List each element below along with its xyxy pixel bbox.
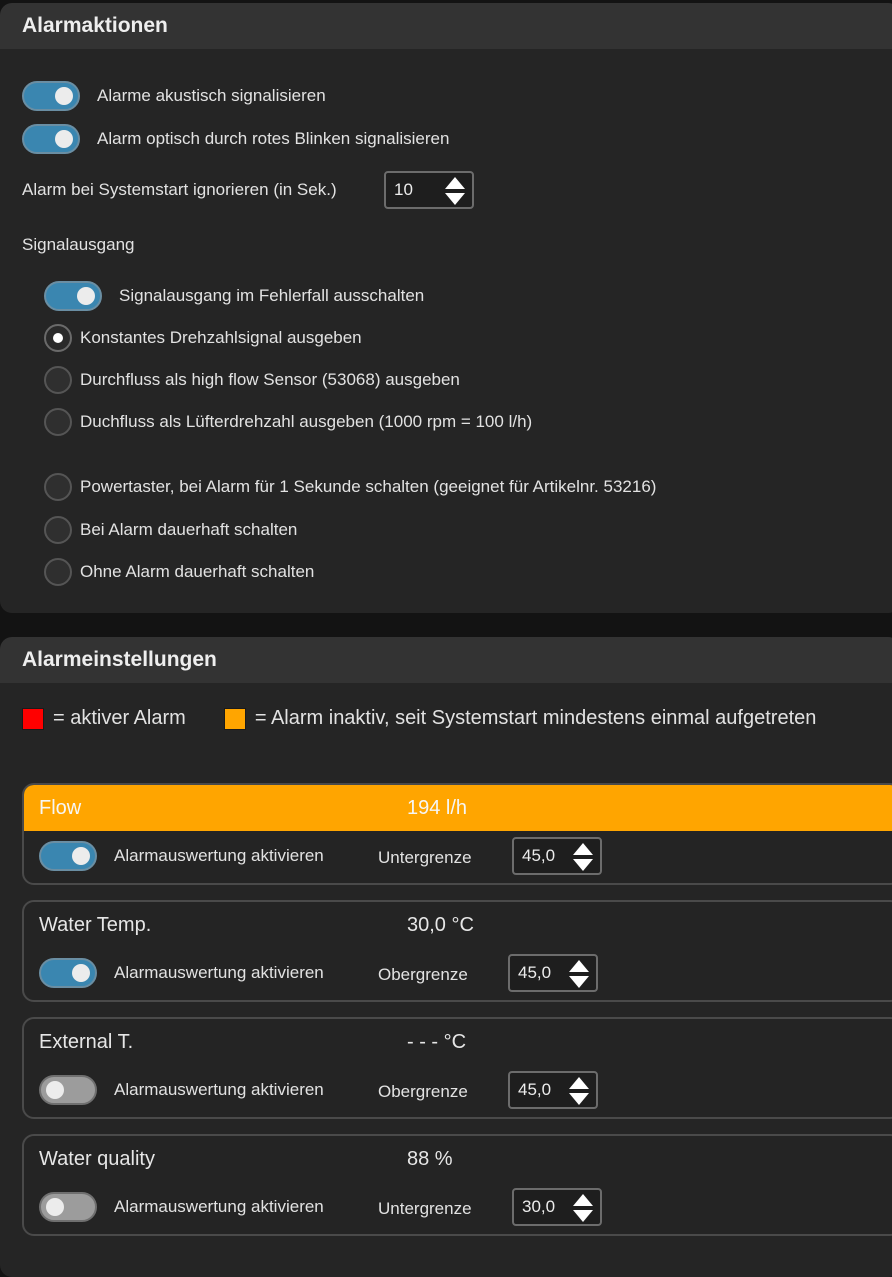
toggle-knob: [72, 964, 90, 982]
signal-mode-option[interactable]: [44, 324, 362, 352]
spin-down-icon[interactable]: [445, 193, 465, 205]
spinbox-value: 45,0: [522, 846, 556, 865]
limit-spinbox[interactable]: [508, 954, 598, 992]
alarm-eval-row: [39, 1192, 324, 1222]
acoustic-alarm-toggle[interactable]: [22, 81, 80, 111]
legend-inactive-label: = Alarm inaktiv, seit Systemstart mindestens einmal aufgetreten: [254, 707, 817, 729]
alarm-card-header: [24, 1019, 892, 1065]
signal-mode-radio[interactable]: [44, 473, 72, 501]
optical-alarm-row: [22, 124, 449, 154]
toggle-knob: [46, 1081, 64, 1099]
signal-mode-label: Konstantes Drehzahlsignal ausgeben: [80, 328, 362, 347]
toggle-knob: [77, 287, 95, 305]
alarm-card-header: [24, 785, 892, 831]
signal-mode-label: Powertaster, bei Alarm für 1 Sekunde schalten (geeignet für Artikelnr. 53216): [80, 477, 657, 496]
signal-off-row: [44, 281, 424, 311]
limit-label: Untergrenze: [378, 1199, 472, 1218]
alarm-eval-toggle[interactable]: [39, 841, 97, 871]
alarm-card: [22, 1134, 892, 1236]
toggle-knob: [55, 130, 73, 148]
acoustic-alarm-row: [22, 81, 326, 111]
spinbox-arrows: [572, 842, 594, 872]
alarm-eval-label: Alarmauswertung aktivieren: [114, 846, 324, 865]
signal-off-toggle[interactable]: [44, 281, 102, 311]
spin-down-icon[interactable]: [573, 859, 593, 871]
signal-mode-option[interactable]: [44, 473, 656, 501]
limit-spinbox[interactable]: [512, 837, 602, 875]
sensor-name: Water Temp.: [39, 913, 152, 936]
signal-mode-radio[interactable]: [44, 558, 72, 586]
optical-alarm-toggle[interactable]: [22, 124, 80, 154]
limit-spinbox[interactable]: [512, 1188, 602, 1226]
sensor-value: 88 %: [407, 1147, 453, 1170]
sensor-name: Flow: [39, 796, 82, 819]
spinbox-arrows: [568, 959, 590, 989]
signal-mode-radio[interactable]: [44, 366, 72, 394]
sensor-name: External T.: [39, 1030, 134, 1053]
sensor-value: 194 l/h: [407, 796, 468, 819]
limit-spinbox[interactable]: [508, 1071, 598, 1109]
spin-up-icon[interactable]: [573, 1194, 593, 1206]
acoustic-alarm-label: Alarme akustisch signalisieren: [97, 86, 326, 105]
alarm-eval-row: [39, 958, 324, 988]
signal-mode-option[interactable]: [44, 558, 314, 586]
signal-output-heading: Signalausgang: [22, 235, 135, 254]
spin-down-icon[interactable]: [569, 976, 589, 988]
alarm-eval-row: [39, 1075, 324, 1105]
signal-mode-option[interactable]: [44, 516, 297, 544]
spinbox-value: 10: [394, 180, 413, 199]
signal-off-label: Signalausgang im Fehlerfall ausschalten: [119, 286, 425, 305]
legend-active-swatch: [22, 708, 44, 730]
alarm-eval-toggle[interactable]: [39, 1075, 97, 1105]
signal-mode-label: Bei Alarm dauerhaft schalten: [80, 520, 298, 539]
spinbox-value: 45,0: [518, 1080, 552, 1099]
limit-label: Obergrenze: [378, 1082, 468, 1101]
alarm-eval-toggle[interactable]: [39, 958, 97, 988]
signal-mode-label: Duchfluss als Lüfterdrehzahl ausgeben (1000 rpm = 100 l/h): [80, 412, 533, 431]
signal-mode-option[interactable]: [44, 366, 460, 394]
alarm-card: [22, 900, 892, 1002]
legend: [22, 707, 816, 730]
alarm-card-header: [24, 1136, 892, 1182]
spin-up-icon[interactable]: [573, 843, 593, 855]
alarm-eval-label: Alarmauswertung aktivieren: [114, 1080, 324, 1099]
alarm-card-header: [24, 902, 892, 948]
spin-down-icon[interactable]: [573, 1210, 593, 1222]
ignore-startup-spinbox[interactable]: [384, 171, 474, 209]
signal-mode-radio[interactable]: [44, 324, 72, 352]
limit-label: Obergrenze: [378, 965, 468, 984]
ignore-startup-label: Alarm bei Systemstart ignorieren (in Sek.): [22, 180, 337, 199]
legend-active-label: = aktiver Alarm: [53, 707, 186, 729]
signal-mode-radio[interactable]: [44, 516, 72, 544]
alarm-eval-label: Alarmauswertung aktivieren: [114, 1197, 324, 1216]
alarm-settings-title: Alarmeinstellungen: [0, 637, 892, 683]
spin-down-icon[interactable]: [569, 1093, 589, 1105]
sensor-value: - - - °C: [407, 1030, 467, 1053]
spinbox-arrows: [568, 1076, 590, 1106]
alarm-actions-title: Alarmaktionen: [0, 3, 892, 49]
toggle-knob: [46, 1198, 64, 1216]
alarm-card: [22, 783, 892, 885]
spinbox-arrows: [444, 176, 466, 206]
alarm-eval-toggle[interactable]: [39, 1192, 97, 1222]
sensor-value: 30,0 °C: [407, 913, 474, 936]
spin-up-icon[interactable]: [445, 177, 465, 189]
alarm-card: [22, 1017, 892, 1119]
alarm-eval-label: Alarmauswertung aktivieren: [114, 963, 324, 982]
signal-mode-radio[interactable]: [44, 408, 72, 436]
spin-up-icon[interactable]: [569, 960, 589, 972]
spinbox-arrows: [572, 1193, 594, 1223]
signal-mode-label: Durchfluss als high flow Sensor (53068) ausgeben: [80, 370, 460, 389]
spinbox-value: 30,0: [522, 1197, 556, 1216]
limit-label: Untergrenze: [378, 848, 472, 867]
legend-inactive-swatch: [224, 708, 246, 730]
alarm-eval-row: [39, 841, 324, 871]
signal-mode-label: Ohne Alarm dauerhaft schalten: [80, 562, 315, 581]
toggle-knob: [72, 847, 90, 865]
optical-alarm-label: Alarm optisch durch rotes Blinken signalisieren: [97, 129, 450, 148]
toggle-knob: [55, 87, 73, 105]
spinbox-value: 45,0: [518, 963, 552, 982]
signal-mode-option[interactable]: [44, 408, 532, 436]
spin-up-icon[interactable]: [569, 1077, 589, 1089]
sensor-name: Water quality: [39, 1147, 155, 1170]
